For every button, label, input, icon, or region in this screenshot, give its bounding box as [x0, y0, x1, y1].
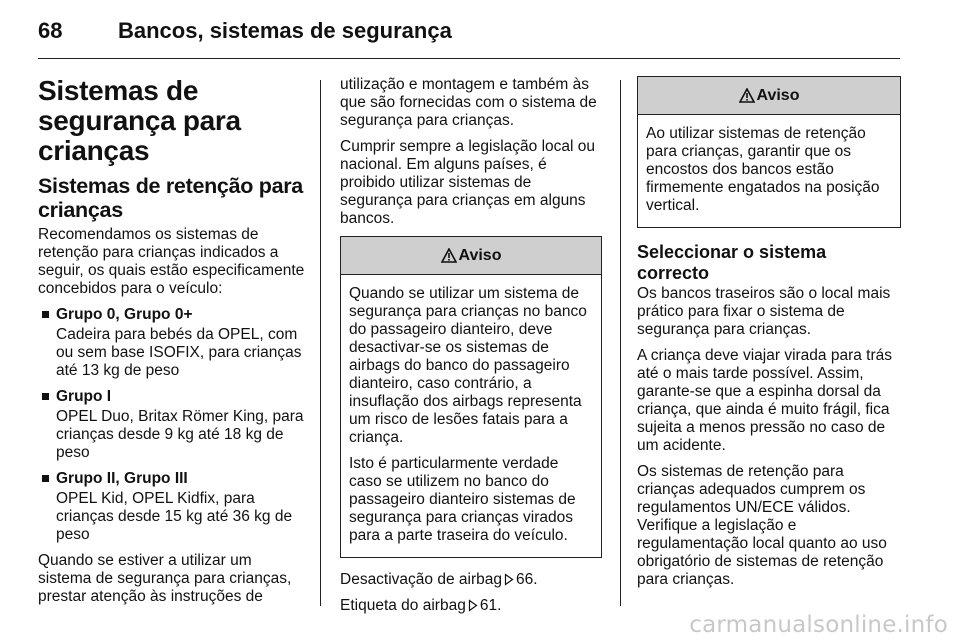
- watermark: carmanualsonline.info: [689, 612, 948, 638]
- warning-header: Aviso: [341, 237, 601, 275]
- outro-paragraph: Quando se estiver a utilizar um sistema de segurança para crianças, prestar atenção às instruções de: [38, 552, 292, 605]
- subsection-heading: Sistemas de retenção para crianças: [38, 174, 303, 222]
- intro-paragraph: Recomendamos os sistemas de retenção para crianças indicados a seguir, os quais estão especificamente concebidos para o veículo:: [38, 226, 305, 297]
- bullet-square-icon: [42, 393, 49, 400]
- group-item-1: Grupo I: [38, 388, 306, 406]
- section-heading: Sistemas de segurança para crianças: [38, 75, 241, 166]
- page-running-title: Bancos, sistemas de segurança: [118, 18, 452, 43]
- header-rule: [38, 58, 900, 59]
- page-number: 68: [38, 18, 63, 43]
- warning-triangle-icon: [441, 248, 457, 263]
- warning-header: Aviso: [638, 77, 900, 115]
- group-desc-2: OPEL Kid, OPEL Kidfix, para crianças desde 15 kg até 36 kg de peso: [56, 490, 293, 543]
- body-paragraph: Os bancos traseiros são o local mais prático para fixar o sistema de segurança para crianças.: [637, 285, 891, 338]
- bullet-square-icon: [42, 311, 49, 318]
- group-item-2: Grupo II, Grupo III: [38, 470, 306, 488]
- group-desc-1: OPEL Duo, Britax Römer King, para crianças desde 9 kg até 18 kg de peso: [56, 408, 304, 461]
- xref-airbag-label[interactable]: Etiqueta do airbag 61.: [340, 597, 502, 614]
- body-paragraph: A criança deve viajar virada para trás até o mais tarde possível. Assim, garante-se que a espinha dorsal da criança, que ainda é muito frágil, fica sujeita a menos pressão no caso de um acidente.: [637, 347, 893, 454]
- warning-triangle-icon: [739, 88, 755, 103]
- bullet-square-icon: [42, 475, 49, 482]
- warning-paragraph: Ao utilizar sistemas de retenção para crianças, garantir que os encostos dos bancos estão firmemente engatados na posição vertical.: [646, 125, 880, 214]
- column-divider: [620, 80, 621, 606]
- warning-paragraph: Isto é particularmente verdade caso se utilizem no banco do passageiro dianteiro sistemas de segurança para crianças virados para a parte traseira do veículo.: [349, 455, 576, 544]
- page-header: [38, 16, 900, 46]
- subsection-heading: Seleccionar o sistema correcto: [637, 242, 827, 283]
- left-column: [38, 76, 306, 614]
- warning-box: [637, 76, 901, 228]
- middle-column: [340, 76, 602, 623]
- group-desc-0: Cadeira para bebés da OPEL, com ou sem base ISOFIX, para crianças até 13 kg de peso: [56, 326, 302, 379]
- legislation-paragraph: Cumprir sempre a legislação local ou nacional. Em alguns países, é proibido utilizar sistemas de segurança para crianças em alguns bancos.: [340, 138, 596, 227]
- continued-paragraph: utilização e montagem e também às que são fornecidas com o sistema de segurança para crianças.: [340, 76, 597, 129]
- group-item-0: Grupo 0, Grupo 0+: [38, 306, 306, 324]
- xref-triangle-icon: [468, 599, 478, 612]
- warning-paragraph: Quando se utilizar um sistema de segurança para crianças no banco do passageiro dianteiro, deve desactivar-se os sistemas de airbags do banco do passageiro dianteiro, caso contrário, a insuflação dos airbags representa um risco de lesões fatais para a criança.: [349, 285, 587, 446]
- warning-box: [340, 236, 602, 558]
- xref-airbag-deactivation[interactable]: Desactivação de airbag 66.: [340, 571, 538, 588]
- column-divider: [320, 80, 321, 606]
- body-paragraph: Os sistemas de retenção para crianças adequados cumprem os regulamentos UN/ECE válidos. Verifique a legislação e regulamentação local quanto ao uso obrigatório de sistemas de retenção para crianças.: [637, 463, 887, 588]
- xref-triangle-icon: [504, 573, 514, 586]
- right-column: [637, 76, 901, 597]
